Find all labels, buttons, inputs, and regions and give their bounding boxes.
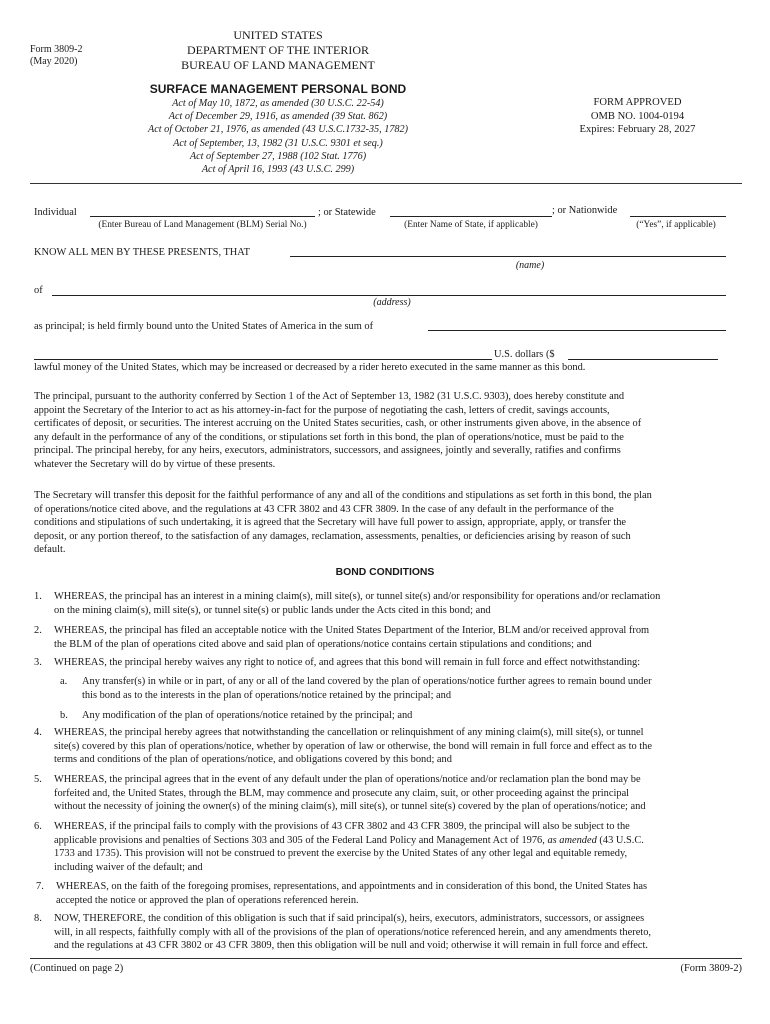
condition-text — [54, 820, 644, 874]
condition-line: site(s) covered by this plan of operations/notice, whether by operation of law or otherwise, the bond will remain in full force and effect as to the — [54, 740, 652, 752]
condition-line: 1733 and 1735). This provision will not be construed to prevent the exercise by the United States of any other legal and equitable remedy, — [54, 848, 628, 860]
individual-label: Individual — [34, 207, 77, 218]
principal-label: as principal; is held firmly bound unto the United States of America in the sum of — [34, 321, 374, 332]
condition-number: 7. — [36, 881, 44, 892]
serial-hint: (Enter Bureau of Land Management (BLM) Serial No.) — [98, 220, 307, 230]
condition-line-part: (43 U.S.C. — [599, 834, 644, 846]
paragraph-line: principal. The principal hereby, for any heirs, executors, administrators, successors, and assignees, jointly and severally, ratifies and confirms — [34, 445, 621, 457]
dollars-label: U.S. dollars ($ — [494, 349, 555, 360]
condition-line-part: as amended — [547, 834, 597, 846]
attorney-paragraph — [34, 390, 744, 472]
condition-line: WHEREAS, the principal agrees that in the event of any default under the plan of operations/notice and/or reclamation plan the bond may be — [54, 774, 641, 785]
bond-conditions-heading: BOND CONDITIONS — [335, 567, 435, 578]
condition-text: WHEREAS, the principal hereby waives any right to notice of, and agrees that this bond will remain in full force and effect notwithstanding: — [54, 657, 641, 668]
form-number-footer: (Form 3809-2) — [680, 963, 742, 974]
condition-text — [54, 726, 652, 767]
condition-text — [56, 880, 647, 907]
condition-line: will, in all respects, faithfully comply with all of the provisions of the plan of operations/notice referenced herein, and any amendments thereto, — [54, 926, 651, 938]
agency-line: BUREAU OF LAND MANAGEMENT — [181, 58, 375, 72]
paragraph-line: appoint the Secretary of the Interior to act as his attorney-in-fact for the purpose of negotiating the cash, letters of credit, savings accounts, — [34, 404, 610, 416]
lawful-money-text: lawful money of the United States, which may be increased or decreased by a rider hereto executed in the same manner as this bond. — [34, 362, 586, 373]
acts-block — [110, 97, 446, 176]
address-field[interactable] — [52, 295, 726, 296]
state-hint: (Enter Name of State, if applicable) — [404, 220, 538, 230]
condition-number: 4. — [34, 727, 42, 738]
approval-line: Expires: February 28, 2027 — [579, 124, 696, 136]
paragraph-line: deposit, or any portion thereof, to the satisfaction of any damages, reclamation, assessments, penalties, or deficiencies arising by reason of such — [34, 530, 631, 542]
agency-line: UNITED STATES — [233, 28, 323, 42]
condition-number: 2. — [34, 625, 42, 636]
condition-line — [54, 834, 644, 848]
condition-number: 8. — [34, 913, 42, 924]
approval-line: OMB NO. 1004-0194 — [590, 110, 685, 122]
paragraph-line: whatever the Secretary will do by virtue of these presents. — [34, 458, 276, 470]
act-line: Act of September 27, 1988 (102 Stat. 1776) — [189, 150, 367, 162]
paragraph-line: of operations/notice cited above, and the regulations at 43 CFR 3802 and 43 CFR 3809. In the case of any default in the performance of the — [34, 503, 614, 515]
condition-line: forfeited and, the United States, through the BLM, may commence and prosecute any claim, suit, or other proceeding against the principal — [54, 787, 630, 799]
address-hint: (address) — [373, 297, 411, 308]
condition-text — [54, 773, 646, 814]
condition-line-part: applicable provisions and penalties of Sections 303 and 305 of the Federal Land Policy and Management Act of 1976, — [54, 834, 545, 846]
condition-line: including waiver of the default; and — [54, 861, 203, 873]
condition-letter: b. — [60, 710, 68, 721]
condition-number: 6. — [34, 821, 42, 832]
condition-line: WHEREAS, if the principal fails to comply with the provisions of 43 CFR 3802 and 43 CFR 3809, the principal will also be subject to the — [54, 821, 630, 832]
paragraph-line: any default in the performance of any of the conditions, or stipulations set forth in this bond, the plan of operations/notice, must be paid to the — [34, 431, 624, 443]
condition-line: WHEREAS, the principal has filed an acceptable notice with the United States Department of the Interior, BLM and/or received approval from — [54, 625, 650, 636]
act-line: Act of May 10, 1872, as amended (30 U.S.C. 22-54) — [172, 98, 384, 109]
yes-hint: (“Yes”, if applicable) — [636, 220, 716, 230]
of-label: of — [34, 285, 43, 296]
paragraph-line: The principal, pursuant to the authority conferred by Section 1 of the Act of September 13, 1982 (31 U.S.C. 9303), does hereby constitute and — [34, 391, 625, 402]
condition-line: on the mining claim(s), mill site(s), or tunnel site(s) or public lands under the Acts cited in this bond; and — [54, 604, 491, 616]
condition-number: 1. — [34, 591, 42, 602]
condition-line: accepted the notice or approved the plan of operations referenced herein. — [56, 894, 359, 906]
condition-text: Any modification of the plan of operations/notice retained by the principal; and — [82, 710, 413, 721]
sum-words-field-cont[interactable] — [34, 359, 492, 360]
statewide-label: ; or Statewide — [318, 207, 376, 218]
form-date: (May 2020) — [30, 56, 78, 67]
act-line: Act of December 29, 1916, as amended (39 Stat. 862) — [168, 111, 388, 123]
condition-line: NOW, THEREFORE, the condition of this obligation is such that if said principal(s), heirs, executors, administrators, successors, or assignees — [54, 913, 645, 924]
condition-number: 5. — [34, 774, 42, 785]
paragraph-line: certificates of deposit, or securities. The interest accruing on the United States securities, cash, or other instruments given above, in the absence of — [34, 418, 642, 430]
condition-line: WHEREAS, on the faith of the foregoing promises, representations, and appointments and in consideration of this bond, the United States has — [56, 881, 647, 892]
condition-line: the BLM of the plan of operations cited above and said plan of operations/notice contains certain stipulations and conditions; and — [54, 638, 592, 650]
condition-text — [54, 590, 660, 617]
condition-text — [82, 675, 652, 702]
condition-line: WHEREAS, the principal has an interest in a mining claim(s), mill site(s), or tunnel site(s) and/or responsibility for operations and/or reclamation — [54, 591, 661, 602]
agency-block — [140, 28, 416, 73]
condition-line: this bond as to the interests in the plan of operations/notice retained by the principal; and — [82, 689, 452, 701]
know-all-label: KNOW ALL MEN BY THESE PRESENTS, THAT — [34, 247, 250, 258]
condition-letter: a. — [60, 676, 68, 687]
footer-divider — [30, 958, 742, 959]
paragraph-line: conditions and stipulations of such undertaking, it is agreed that the Secretary will have full power to assign, appropriate, apply, or transfer the — [34, 517, 627, 529]
approval-line: FORM APPROVED — [593, 97, 682, 108]
state-field[interactable] — [390, 216, 552, 217]
name-field[interactable] — [290, 256, 726, 257]
form-title: SURFACE MANAGEMENT PERSONAL BOND — [149, 82, 407, 96]
act-line: Act of October 21, 1976, as amended (43 U.S.C.1732-35, 1782) — [147, 124, 409, 136]
header-divider — [30, 183, 742, 184]
paragraph-line: The Secretary will transfer this deposit for the faithful performance of any and all of the conditions and stipulations as set forth in this bond, the plan — [34, 490, 652, 501]
sum-words-field[interactable] — [428, 330, 726, 331]
condition-line: WHEREAS, the principal hereby agrees that notwithstanding the cancellation or relinquishment of any mining claim(s), mill site(s), or tunnel — [54, 727, 644, 738]
condition-line: terms and conditions of the plan of operations/notice, and obligations covered by this bond; and — [54, 754, 452, 766]
condition-text — [54, 624, 649, 651]
serial-number-field[interactable] — [90, 216, 315, 217]
paragraph-line: default. — [34, 544, 66, 556]
nationwide-field[interactable] — [630, 216, 726, 217]
condition-number: 3. — [34, 657, 42, 668]
dollar-amount-field[interactable] — [568, 359, 718, 360]
act-line: Act of September, 13, 1982 (31 U.S.C. 9301 et seq.) — [173, 137, 383, 149]
condition-text — [54, 912, 651, 953]
nationwide-label: ; or Nationwide — [552, 205, 618, 216]
transfer-paragraph — [34, 489, 744, 557]
act-line: Act of April 16, 1993 (43 U.S.C. 299) — [201, 164, 355, 176]
condition-line: Any transfer(s) in while or in part, of any or all of the land covered by the plan of operations/notice further agrees to remain bound under — [82, 676, 652, 687]
agency-line: DEPARTMENT OF THE INTERIOR — [186, 43, 370, 57]
form-number: Form 3809-2 — [30, 44, 83, 55]
approval-block — [560, 96, 715, 137]
continued-note: (Continued on page 2) — [30, 963, 124, 974]
name-hint: (name) — [515, 260, 545, 271]
condition-line: without the necessity of joining the owner(s) of the mining claim(s), mill site(s), or tunnel site(s) covered by the plan of operations/notice; and — [54, 801, 646, 813]
condition-line: and the regulations at 43 CFR 3802 or 43 CFR 3809, then this obligation will be null and void; otherwise it will remain in full force and effect. — [54, 940, 649, 952]
